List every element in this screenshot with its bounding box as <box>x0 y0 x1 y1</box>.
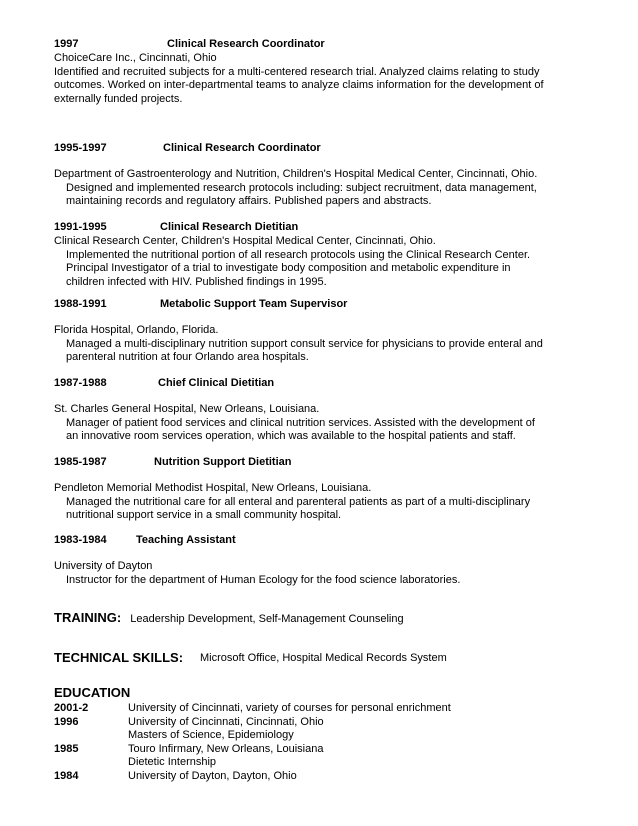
job-line: Instructor for the department of Human Ecology for the food science laboratories. <box>66 573 461 586</box>
job-line: nutritional support service in a small community hospital. <box>66 509 342 521</box>
job-header <box>54 221 530 235</box>
job-title: Teaching Assistant <box>136 534 236 546</box>
education-year: 1984 <box>54 769 79 782</box>
job-line: parenteral nutrition at four Orlando area hospitals. <box>66 351 309 363</box>
job-line: maintaining records and regulatory affairs. Published papers and abstracts. <box>66 195 432 207</box>
education-row <box>54 756 584 770</box>
job-years: 1997 <box>54 38 79 50</box>
job-title: Chief Clinical Dietitian <box>158 377 275 389</box>
job-line: Principal Investigator of a trial to investigate body composition and metabolic expenditure in <box>66 262 511 274</box>
education-row <box>54 729 584 743</box>
job-line: ChoiceCare Inc., Cincinnati, Ohio <box>54 52 217 64</box>
job-header <box>54 38 544 52</box>
job-header <box>54 534 460 548</box>
job-org: St. Charles General Hospital, New Orleans, Louisiana. <box>54 403 320 415</box>
job-line: children infected with HIV. Published findings in 1995. <box>66 275 327 288</box>
job-line: Managed the nutritional care for all enteral and parenteral patients as part of a multi-disciplinary <box>66 495 531 508</box>
job-title: Nutrition Support Dietitian <box>154 456 292 468</box>
job-years: 1995-1997 <box>54 142 107 154</box>
job-line: Manager of patient food services and clinical nutrition services. Assisted with the development of <box>66 416 535 429</box>
education-year: 1996 <box>54 715 79 728</box>
training-section <box>54 611 404 627</box>
job-org: Clinical Research Center, Children's Hospital Medical Center, Cincinnati, Ohio. <box>54 235 436 247</box>
job-title: Clinical Research Coordinator <box>167 38 325 50</box>
job-years: 1988-1991 <box>54 298 107 310</box>
job-header <box>54 298 543 312</box>
job-entry-1997 <box>54 38 544 106</box>
education-section <box>54 686 584 783</box>
job-entry-1995-1997 <box>54 142 537 209</box>
job-entry-1983-1984 <box>54 534 460 587</box>
job-line: Identified and recruited subjects for a multi-centered research trial. Analyzed claims relating to study <box>54 65 540 78</box>
education-desc: Masters of Science, Epidemiology <box>128 729 294 741</box>
education-row <box>54 702 584 716</box>
job-entry-1991-1995 <box>54 221 530 289</box>
job-entry-1987-1988 <box>54 377 535 444</box>
job-line: Designed and implemented research protocols including: subject recruitment, data management, <box>66 181 537 194</box>
training-value: Leadership Development, Self-Management Counseling <box>130 613 404 625</box>
job-header <box>54 456 530 470</box>
education-desc: Touro Infirmary, New Orleans, Louisiana <box>128 742 324 755</box>
education-desc: University of Dayton, Dayton, Ohio <box>128 769 297 782</box>
job-header <box>54 142 537 156</box>
job-line: Implemented the nutritional portion of all research protocols using the Clinical Research Center. <box>66 248 531 261</box>
technical-skills-value: Microsoft Office, Hospital Medical Records System <box>200 652 447 664</box>
job-title: Metabolic Support Team Supervisor <box>160 298 348 310</box>
job-line: an innovative room services operation, which was available to the hospital patients and staff. <box>66 430 516 442</box>
job-title: Clinical Research Dietitian <box>160 221 299 233</box>
technical-skills-label: TECHNICAL SKILLS: <box>54 650 184 665</box>
technical-skills-section <box>54 650 447 667</box>
job-title: Clinical Research Coordinator <box>163 142 321 154</box>
education-heading: EDUCATION <box>54 685 131 700</box>
education-row <box>54 716 584 730</box>
job-org: Florida Hospital, Orlando, Florida. <box>54 324 219 336</box>
job-years: 1987-1988 <box>54 377 107 389</box>
education-year: 2001-2 <box>54 702 89 714</box>
education-desc: Dietetic Internship <box>128 756 217 768</box>
education-row <box>54 770 584 784</box>
education-desc: University of Cincinnati, Cincinnati, Ohio <box>128 715 324 728</box>
job-years: 1991-1995 <box>54 221 107 233</box>
job-org: University of Dayton <box>54 560 153 572</box>
education-desc: University of Cincinnati, variety of courses for personal enrichment <box>128 702 451 714</box>
job-years: 1983-1984 <box>54 534 107 546</box>
job-header <box>54 377 535 391</box>
job-org: Pendleton Memorial Methodist Hospital, New Orleans, Louisiana. <box>54 482 372 494</box>
education-row <box>54 743 584 757</box>
job-org: Department of Gastroenterology and Nutrition, Children's Hospital Medical Center, Cincinnati, Ohio. <box>54 168 538 180</box>
job-years: 1985-1987 <box>54 456 107 468</box>
training-label: TRAINING: <box>54 610 122 625</box>
education-year: 1985 <box>54 742 79 755</box>
job-entry-1988-1991 <box>54 298 543 365</box>
job-line: Managed a multi-disciplinary nutrition support consult service for physicians to provide enteral and <box>66 337 543 350</box>
job-entry-1985-1987 <box>54 456 530 523</box>
job-line: outcomes. Worked on inter-departmental teams to analyze claims information for the development of <box>54 79 544 91</box>
job-line: externally funded projects. <box>54 92 183 105</box>
